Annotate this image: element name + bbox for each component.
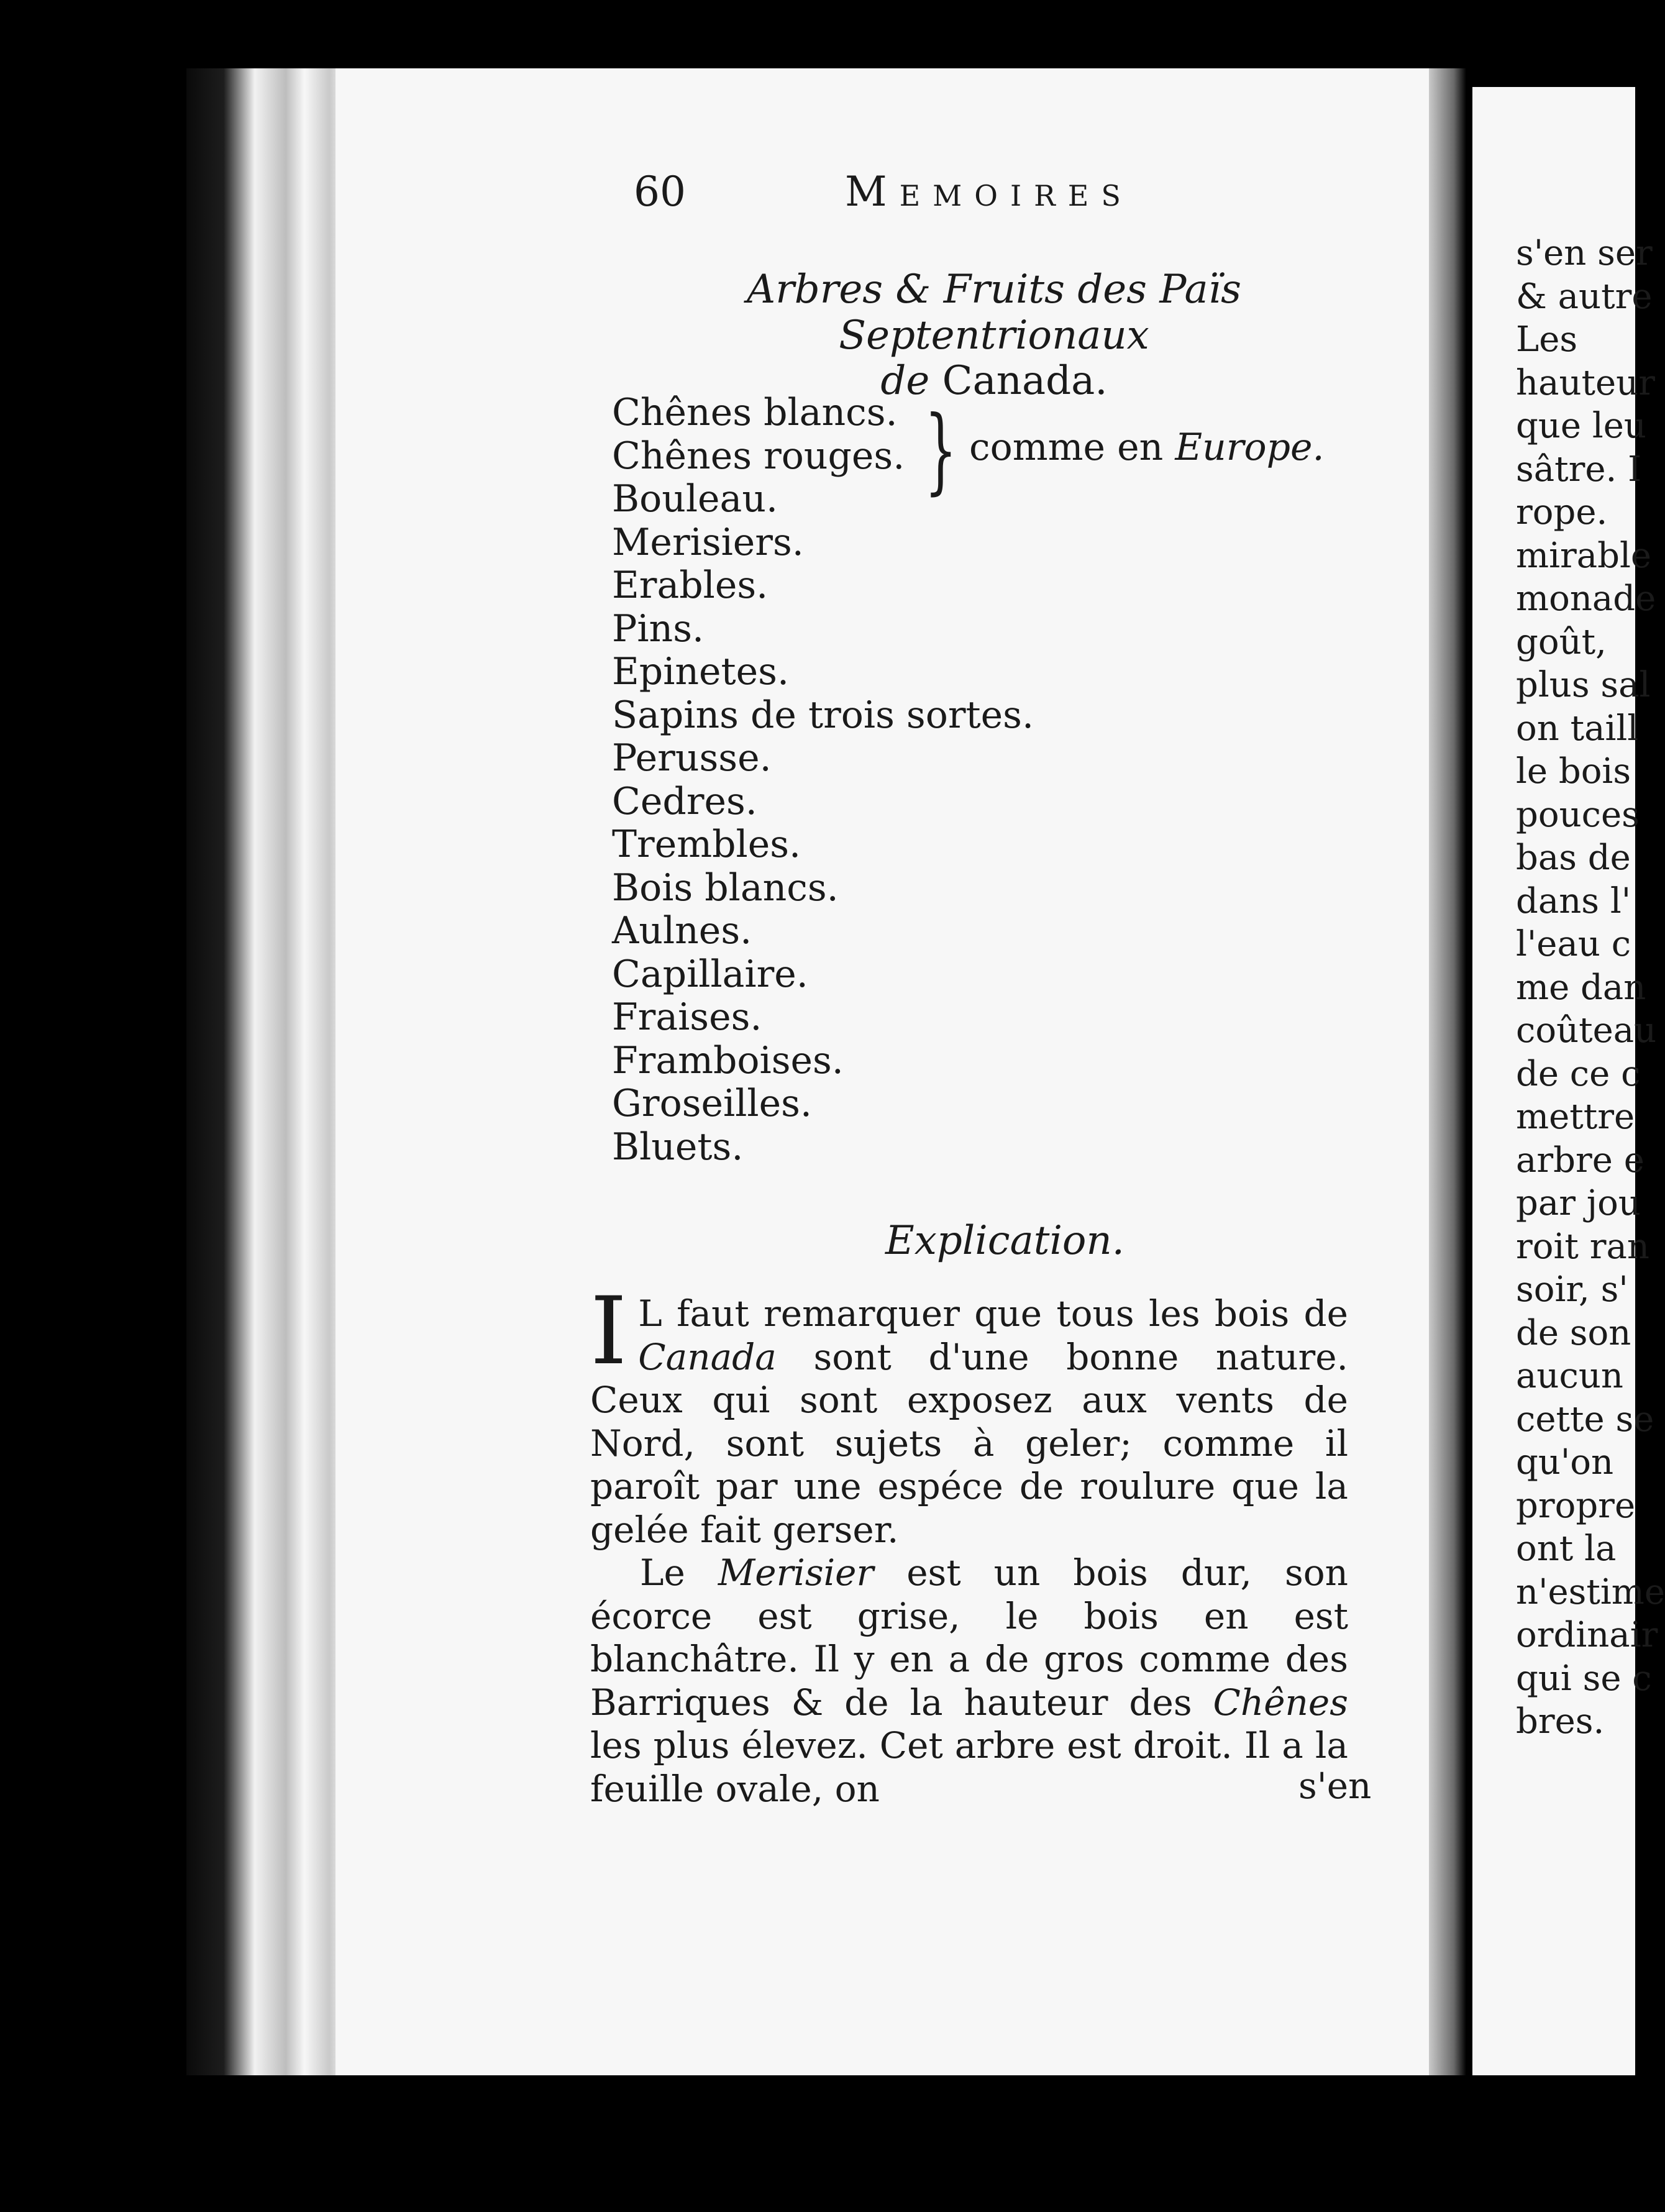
list-item: Fraises.: [612, 995, 762, 1039]
right-page-line: monade: [1516, 578, 1656, 619]
right-page-line: l'eau c: [1516, 924, 1631, 964]
right-page: [1472, 87, 1665, 2075]
right-page-line: plus sal: [1516, 665, 1651, 705]
right-page-line: hauteur: [1516, 362, 1655, 403]
catchword: s'en: [1298, 1765, 1372, 1807]
paragraph-1: [590, 1277, 1348, 1552]
list-item: Capillaire.: [612, 952, 808, 996]
explication-heading: Explication.: [885, 1218, 1124, 1264]
right-page-line: dans l': [1516, 880, 1631, 921]
list-item: Pins.: [612, 606, 705, 651]
list-item: Framboises.: [612, 1038, 844, 1082]
tree-list: [612, 391, 1034, 1169]
right-page-line: arbre e: [1516, 1140, 1644, 1181]
paragraph-2-mid: est un bois dur, son écorce est grise, le bois en est blanchâtre. Il y en a de gros comme des Barriques & de la hauteur des: [590, 1552, 1349, 1724]
paragraph-2-merisier: Merisier: [718, 1552, 874, 1594]
right-page-line: & autre: [1516, 276, 1653, 317]
paragraph-2-chenes: Chênes: [1213, 1681, 1348, 1724]
list-item: Cedres.: [612, 779, 757, 823]
list-item: Groseilles.: [612, 1082, 812, 1125]
list-item: Sapins de trois sortes.: [612, 693, 1034, 737]
right-page-line: s'en ser: [1516, 233, 1653, 273]
right-page-line: ont la: [1516, 1529, 1617, 1569]
right-page-line: goût,: [1516, 621, 1607, 662]
right-page-line: qu'on: [1516, 1442, 1614, 1483]
paragraph-2-end: les plus élevez. Cet arbre est droit. Il a la feuille ovale, on: [590, 1724, 1348, 1810]
running-title: Memoires: [845, 168, 1133, 216]
list-item: Chênes blancs.: [612, 391, 898, 434]
paragraph-1-start: L faut remarquer que tous les bois de: [638, 1292, 1348, 1335]
right-page-line: roit ran: [1516, 1226, 1649, 1267]
right-page-line: n'estime: [1516, 1571, 1665, 1612]
curly-brace: }: [924, 396, 957, 505]
right-page-line: coûteau: [1516, 1010, 1657, 1051]
right-page-line: bas de: [1516, 838, 1631, 878]
brace-note-place: Europe.: [1175, 426, 1325, 469]
right-page-line: on taill: [1516, 708, 1639, 749]
right-page-line: propre: [1516, 1485, 1636, 1526]
paragraph-2-le: Le: [640, 1552, 685, 1594]
list-item: Bluets.: [612, 1125, 744, 1169]
brace-note: [969, 426, 1325, 469]
section-title-de: de: [880, 358, 930, 404]
right-page-line: Les: [1516, 319, 1578, 360]
right-page-line: me dan: [1516, 967, 1646, 1008]
right-page-line: de son: [1516, 1312, 1631, 1353]
right-page-line: bres.: [1516, 1701, 1605, 1742]
list-item: Bouleau.: [612, 477, 778, 521]
drop-cap: I: [590, 1277, 627, 1386]
list-item: Aulnes.: [612, 909, 752, 953]
right-page-line: que leu: [1516, 406, 1646, 446]
right-page-line: sâtre. I: [1516, 449, 1642, 490]
brace-note-text: comme en: [969, 426, 1164, 469]
list-item: Merisiers.: [612, 520, 804, 564]
right-page-line: qui se c: [1516, 1658, 1652, 1699]
list-item: Trembles.: [612, 823, 801, 866]
right-page-line: soir, s': [1516, 1269, 1628, 1310]
right-page-line: cette se: [1516, 1399, 1654, 1440]
list-item: Erables.: [612, 564, 769, 607]
paragraph-1-canada: Canada: [638, 1335, 777, 1378]
right-page-line: ordinair: [1516, 1615, 1658, 1655]
right-page-line: par jou: [1516, 1183, 1641, 1223]
list-item: Perusse.: [612, 736, 772, 780]
page-header: [634, 168, 1193, 217]
right-page-line: de ce c: [1516, 1053, 1641, 1094]
paragraph-1-end: sont d'une bonne nature. Ceux qui sont exposez aux vents de Nord, sont sujets à geler; comme il paroît par une espéce de roulure que la gelée fait gerser.: [590, 1335, 1348, 1551]
right-page-line: rope.: [1516, 492, 1608, 532]
body-text: [590, 1277, 1349, 1811]
right-page-line: mettre: [1516, 1097, 1635, 1137]
list-item: Bois blancs.: [612, 866, 839, 910]
paragraph-2: [590, 1552, 1348, 1811]
right-page-line: aucun: [1516, 1356, 1623, 1396]
right-page-line: le bois: [1516, 751, 1631, 792]
list-item: Epinetes.: [612, 650, 790, 693]
section-title: [627, 267, 1361, 404]
list-item: Chênes rouges.: [612, 434, 905, 478]
section-title-line-1: Arbres & Fruits des Païs Septentrionaux: [746, 267, 1242, 359]
right-page-line: pouces: [1516, 794, 1640, 835]
page-number: 60: [634, 168, 686, 216]
right-page-line: mirable: [1516, 535, 1652, 576]
section-title-canada: Canada.: [942, 358, 1108, 404]
